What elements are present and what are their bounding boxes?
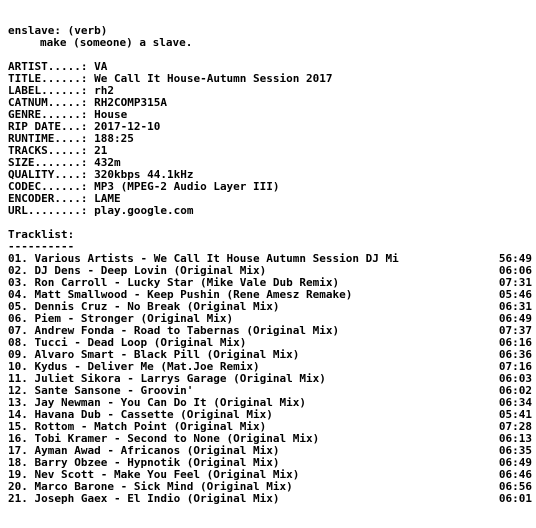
info-value: 2017-12-10 (94, 121, 161, 133)
info-key: RIP DATE...: (8, 121, 88, 133)
track-name: 01. Various Artists - We Call It House Autumn Session DJ Mi (8, 253, 399, 265)
info-value: 21 (94, 145, 108, 157)
track-name: 20. Marco Barone - Sick Mind (Original Mix) (8, 481, 293, 493)
info-line (8, 61, 532, 73)
info-value: LAME (94, 193, 121, 205)
track-name: 13. Jay Newman - You Can Do It (Original Mix) (8, 397, 307, 409)
track-name: 17. Ayman Awad - Africanos (Original Mix) (8, 445, 280, 457)
info-value: RH2COMP315A (94, 97, 167, 109)
track-time: 06:36 (498, 348, 532, 361)
blank-line (8, 217, 532, 229)
track-row (8, 445, 532, 457)
info-line (8, 109, 532, 121)
track-name: 04. Matt Smallwood - Keep Pushin (Rene Amesz Remake) (8, 289, 353, 301)
track-time: 06:35 (498, 444, 532, 457)
track-name: 02. DJ Dens - Deep Lovin (Original Mix) (8, 265, 267, 277)
track-time: 05:46 (498, 288, 532, 301)
info-key: SIZE.......: (8, 157, 88, 169)
track-row (8, 421, 532, 433)
track-row (8, 481, 532, 493)
info-value: rh2 (94, 85, 114, 97)
track-row (8, 373, 532, 385)
track-time: 07:31 (498, 276, 532, 289)
info-key: URL........: (8, 205, 88, 217)
info-key: TITLE......: (8, 73, 88, 85)
track-time: 56:49 (498, 252, 532, 265)
info-value: MP3 (MPEG-2 Audio Layer III) (94, 181, 280, 193)
info-value: VA (94, 61, 108, 73)
track-name: 16. Tobi Kramer - Second to None (Original Mix) (8, 433, 320, 445)
nfo-text-block (8, 25, 532, 505)
info-value: 188:25 (94, 133, 134, 145)
track-name: 08. Tucci - Dead Loop (Original Mix) (8, 337, 247, 349)
track-name: 19. Nev Scott - Make You Feel (Original Mix) (8, 469, 300, 481)
track-time: 06:13 (498, 432, 532, 445)
track-name: 05. Dennis Cruz - No Break (Original Mix) (8, 301, 280, 313)
tracklist-underline: ---------- (8, 241, 75, 253)
track-time: 05:41 (498, 408, 532, 421)
track-time: 06:31 (498, 300, 532, 313)
track-row (8, 409, 532, 421)
info-key: ARTIST.....: (8, 61, 88, 73)
info-line (8, 157, 532, 169)
track-row (8, 385, 532, 397)
track-time: 07:16 (498, 360, 532, 373)
track-row (8, 469, 532, 481)
track-time: 06:06 (498, 264, 532, 277)
info-key: GENRE......: (8, 109, 88, 121)
info-value: House (94, 109, 128, 121)
info-line (8, 133, 532, 145)
info-value: 432m (94, 157, 121, 169)
track-time: 06:46 (498, 468, 532, 481)
track-time: 07:28 (498, 420, 532, 433)
track-row (8, 493, 532, 505)
track-row (8, 301, 532, 313)
info-key: RUNTIME....: (8, 133, 88, 145)
track-name: 09. Alvaro Smart - Black Pill (Original Mix) (8, 349, 300, 361)
release-info (8, 61, 532, 217)
track-row (8, 457, 532, 469)
info-key: ENCODER....: (8, 193, 88, 205)
tracklist-heading: Tracklist: (8, 229, 75, 241)
track-name: 21. Joseph Gaex - El Indio (Original Mix) (8, 493, 280, 505)
track-name: 03. Ron Carroll - Lucky Star (Mike Vale Dub Remix) (8, 277, 340, 289)
track-name: 11. Juliet Sikora - Larrys Garage (Original Mix) (8, 373, 326, 385)
info-key: TRACKS.....: (8, 145, 88, 157)
track-row (8, 289, 532, 301)
track-time: 06:34 (498, 396, 532, 409)
tracklist (8, 253, 532, 505)
track-name: 14. Havana Dub - Cassette (Original Mix) (8, 409, 273, 421)
track-row (8, 253, 532, 265)
track-name: 15. Rottom - Match Point (Original Mix) (8, 421, 267, 433)
info-line (8, 121, 532, 133)
track-name: 12. Sante Sansone - Groovin' (8, 385, 194, 397)
track-name: 18. Barry Obzee - Hypnotik (Original Mix) (8, 457, 280, 469)
info-line (8, 85, 532, 97)
track-name: 06. Piem - Stronger (Original Mix) (8, 313, 234, 325)
track-time: 06:49 (498, 312, 532, 325)
track-row (8, 265, 532, 277)
track-row (8, 397, 532, 409)
track-row (8, 361, 532, 373)
track-row (8, 313, 532, 325)
track-row (8, 433, 532, 445)
track-row (8, 349, 532, 361)
track-time: 07:37 (498, 324, 532, 337)
info-line (8, 205, 532, 217)
info-key: QUALITY....: (8, 169, 88, 181)
info-line (8, 181, 532, 193)
track-time: 06:56 (498, 480, 532, 493)
track-time: 06:03 (498, 372, 532, 385)
info-key: CATNUM.....: (8, 97, 88, 109)
track-time: 06:16 (498, 336, 532, 349)
track-time: 06:01 (498, 492, 532, 505)
info-value: 320kbps 44.1kHz (94, 169, 194, 181)
definition-term: enslave: (verb) (8, 25, 108, 37)
track-name: 10. Kydus - Deliver Me (Mat.Joe Remix) (8, 361, 260, 373)
track-name: 07. Andrew Fonda - Road to Tabernas (Original Mix) (8, 325, 340, 337)
info-key: LABEL......: (8, 85, 88, 97)
info-key: CODEC......: (8, 181, 88, 193)
track-time: 06:49 (498, 456, 532, 469)
info-line (8, 145, 532, 157)
blank-line (8, 49, 532, 61)
info-line (8, 193, 532, 205)
track-row (8, 325, 532, 337)
info-value: play.google.com (94, 205, 194, 217)
info-line (8, 169, 532, 181)
info-line (8, 73, 532, 85)
info-value: We Call It House-Autumn Session 2017 (94, 73, 333, 85)
track-row (8, 337, 532, 349)
definition-meaning: make (someone) a slave. (40, 37, 193, 49)
info-line (8, 97, 532, 109)
track-row (8, 277, 532, 289)
track-time: 06:02 (498, 384, 532, 397)
